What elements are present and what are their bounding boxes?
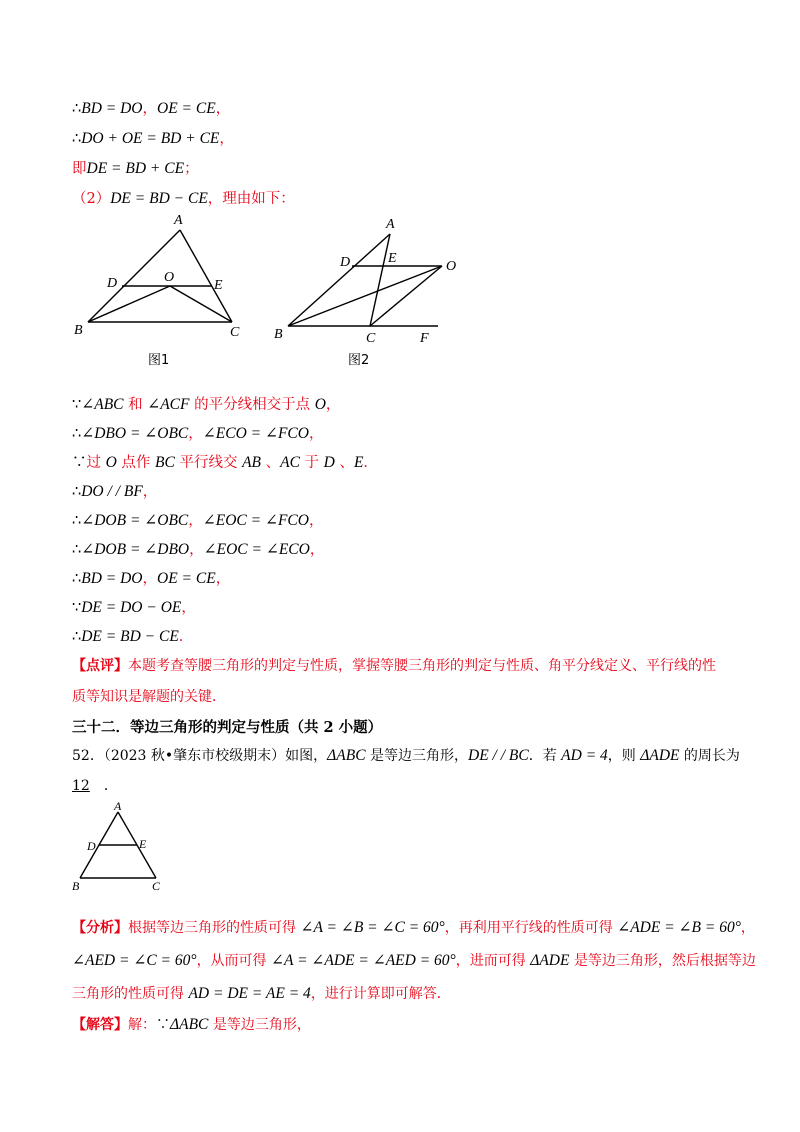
proof-line: ∴∠DOB = ∠OBC，∠EOC = ∠FCO，: [72, 512, 324, 529]
proof-line: ∴∠DBO = ∠OBC，∠ECO = ∠FCO，: [72, 425, 324, 442]
fig3-label-e: E: [139, 837, 147, 851]
proof-line: ∴BD = DO，OE = CE，: [72, 100, 231, 117]
section-title: 三十二．等边三角形的判定与性质（共 2 小题）: [72, 719, 383, 736]
fig2-label-d: D: [340, 255, 351, 270]
comment-line-2: 质等知识是解题的关键．: [72, 689, 226, 705]
fig3-label-c: C: [152, 879, 161, 893]
fig3-label-d: D: [87, 839, 96, 853]
proof-line: ∵过 O 点作 BC 平行线交 AB 、AC 于 D 、E．: [72, 454, 378, 471]
fig2-label-c: C: [366, 331, 376, 346]
proof-line: 即DE = BD + CE；: [72, 160, 199, 177]
fig2-label-o: O: [446, 259, 457, 274]
comment-line-1: 【点评】本题考查等腰三角形的判定与性质，掌握等腰三角形的判定与性质、角平分线定义、平行线的性: [72, 658, 716, 674]
fig2-label-b: B: [274, 327, 283, 342]
fig2-label-a: A: [386, 217, 395, 232]
part2-header: （2）DE = BD − CE，理由如下：: [72, 190, 295, 207]
proof-line: ∴∠DOB = ∠DBO，∠EOC = ∠ECO，: [72, 541, 325, 558]
proof-line: ∴DO / / BF，: [72, 483, 158, 500]
fig1-caption: 图1: [148, 353, 170, 368]
proof-line: ∵∠ABC 和 ∠ACF 的平分线相交于点 O，: [72, 396, 341, 413]
fig1-label-o: O: [164, 270, 175, 285]
analysis-line-3: 三角形的性质可得 AD = DE = AE = 4，进行计算即可解答．: [72, 985, 451, 1002]
proof-line: ∵DE = DO − OE，: [72, 599, 196, 616]
question-52: 52．（2023 秋•肇东市校级期末）如图，ΔABC 是等边三角形，DE / / BC．若 AD = 4，则 ΔADE 的周长为: [72, 747, 740, 764]
fig1-label-e: E: [214, 278, 223, 293]
fig2-label-e: E: [388, 251, 397, 266]
question-52-answer: 12 ．: [72, 778, 118, 794]
solution-line: 【解答】解：∵ΔABC 是等边三角形，: [72, 1016, 311, 1033]
answer-blank: 12: [72, 778, 90, 794]
proof-line: ∴DO + OE = BD + CE，: [72, 130, 234, 147]
analysis-line-1: 【分析】根据等边三角形的性质可得 ∠A = ∠B = ∠C = 60°，再利用平行线的性质可得 ∠ADE = ∠B = 60°，: [72, 919, 755, 936]
fig1-label-b: B: [74, 323, 83, 338]
proof-line: ∴BD = DO，OE = CE，: [72, 570, 231, 587]
figure-3: [70, 800, 180, 900]
fig2-caption: 图2: [348, 353, 370, 368]
figure-2: [268, 210, 468, 370]
fig2-label-f: F: [420, 331, 429, 346]
fig1-label-c: C: [230, 325, 240, 340]
figure-1: [70, 210, 250, 370]
fig3-label-a: A: [114, 799, 122, 813]
fig3-label-b: B: [72, 879, 80, 893]
proof-line: ∴DE = BD − CE．: [72, 628, 194, 645]
fig1-label-a: A: [174, 213, 183, 228]
analysis-line-2: ∠AED = ∠C = 60°，从而可得 ∠A = ∠ADE = ∠AED = 60°，进而可得 ΔADE 是等边三角形，然后根据等边: [72, 952, 756, 969]
fig1-label-d: D: [107, 276, 118, 291]
